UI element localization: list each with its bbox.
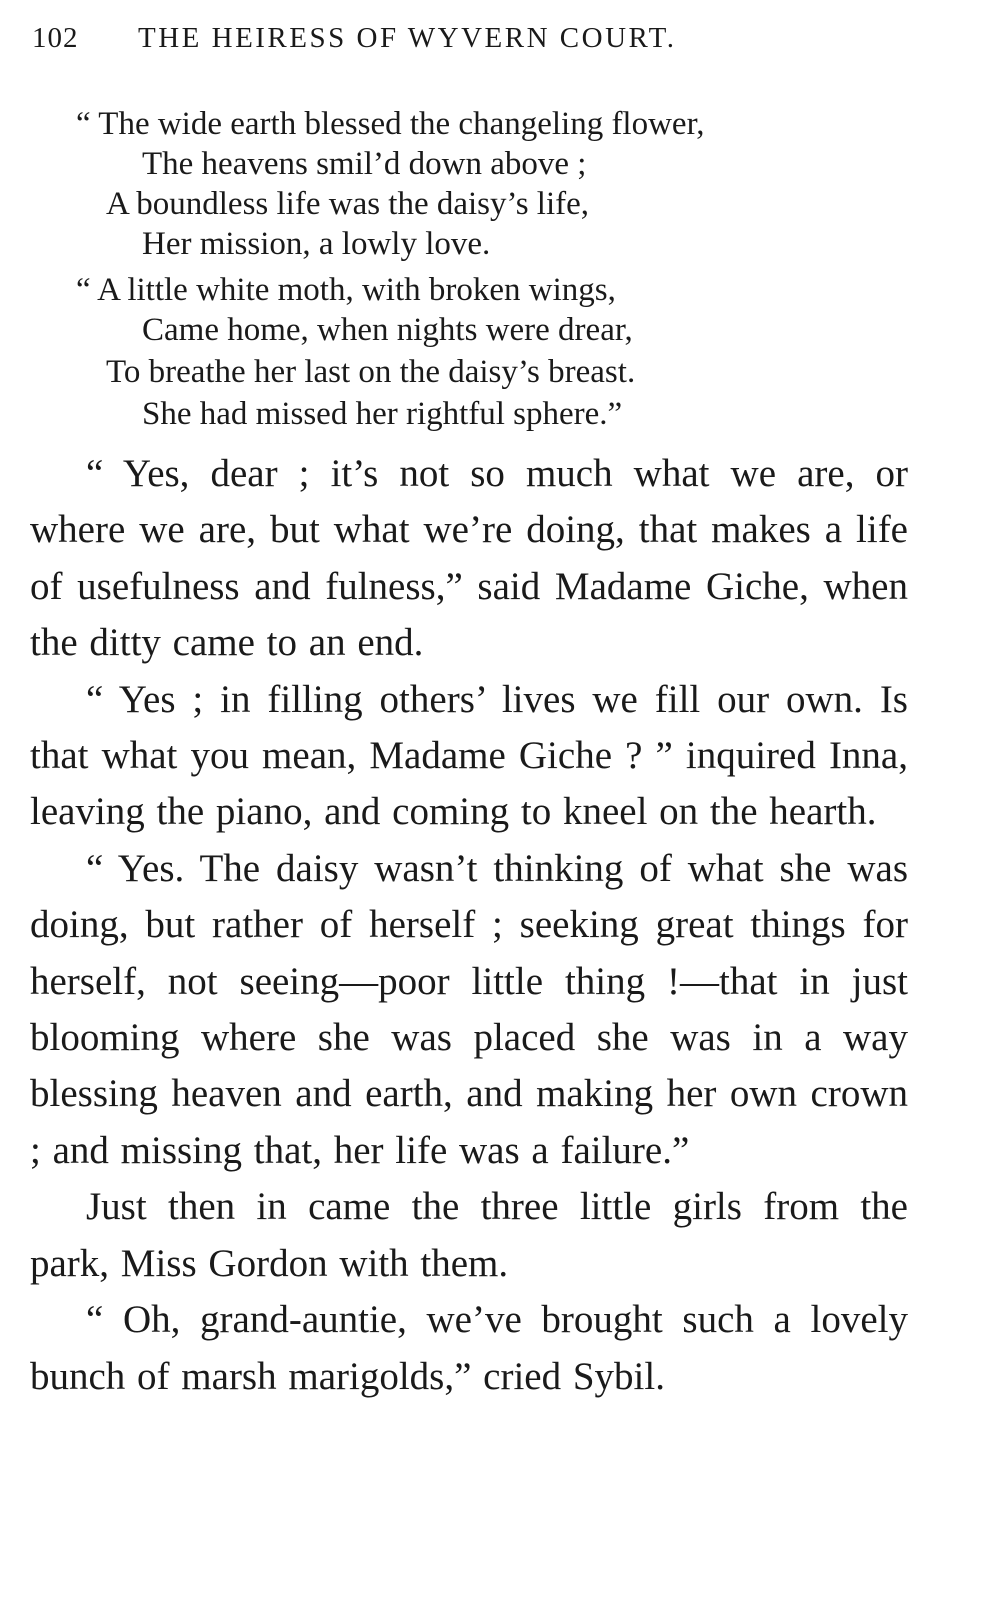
paragraph: Just then in came the three little girls from the park, Miss Gordon with them. (30, 1185, 908, 1285)
poem-line: The heavens smil’d down above ; (142, 146, 587, 182)
poem-line: Came home, when nights were drear, (142, 312, 633, 348)
poem-line: To breathe her last on the daisy’s breast. (106, 354, 636, 390)
paragraph: “ Yes ; in filling others’ lives we fill our own. Is that what you mean, Madame Giche ? ” inquired Inna, leaving the piano, and coming to kneel on the hearth. (30, 677, 908, 834)
prose-body (30, 446, 908, 1405)
page-header (32, 22, 923, 62)
page-number: 102 (32, 22, 79, 54)
poem-line: She had missed her rightful sphere.” (142, 396, 623, 432)
poem-line: Her mission, a lowly love. (142, 226, 491, 262)
poem-line: A boundless life was the daisy’s life, (106, 186, 590, 222)
poem-line: “ The wide earth blessed the changeling flower, (76, 106, 705, 142)
poem-line: “ A little white moth, with broken wings, (76, 272, 616, 308)
running-title: THE HEIRESS OF WYVERN COURT. (138, 22, 677, 54)
paragraph: “ Oh, grand-auntie, we’ve brought such a lovely bunch of marsh marigolds,” cried Sybil. (30, 1298, 908, 1398)
paragraph: “ Yes, dear ; it’s not so much what we are, or where we are, but what we’re doing, that makes a life of usefulness and fulness,” said Madame Giche, when the ditty came to an end. (30, 452, 908, 665)
paragraph: “ Yes. The daisy wasn’t thinking of what she was doing, but rather of herself ; seeking great things for herself, not seeing—poor little thing !—that in just blooming where she was placed she was in a way blessing heaven and earth, and making her own crown ; and missing that, her life was a failure.” (30, 846, 908, 1172)
